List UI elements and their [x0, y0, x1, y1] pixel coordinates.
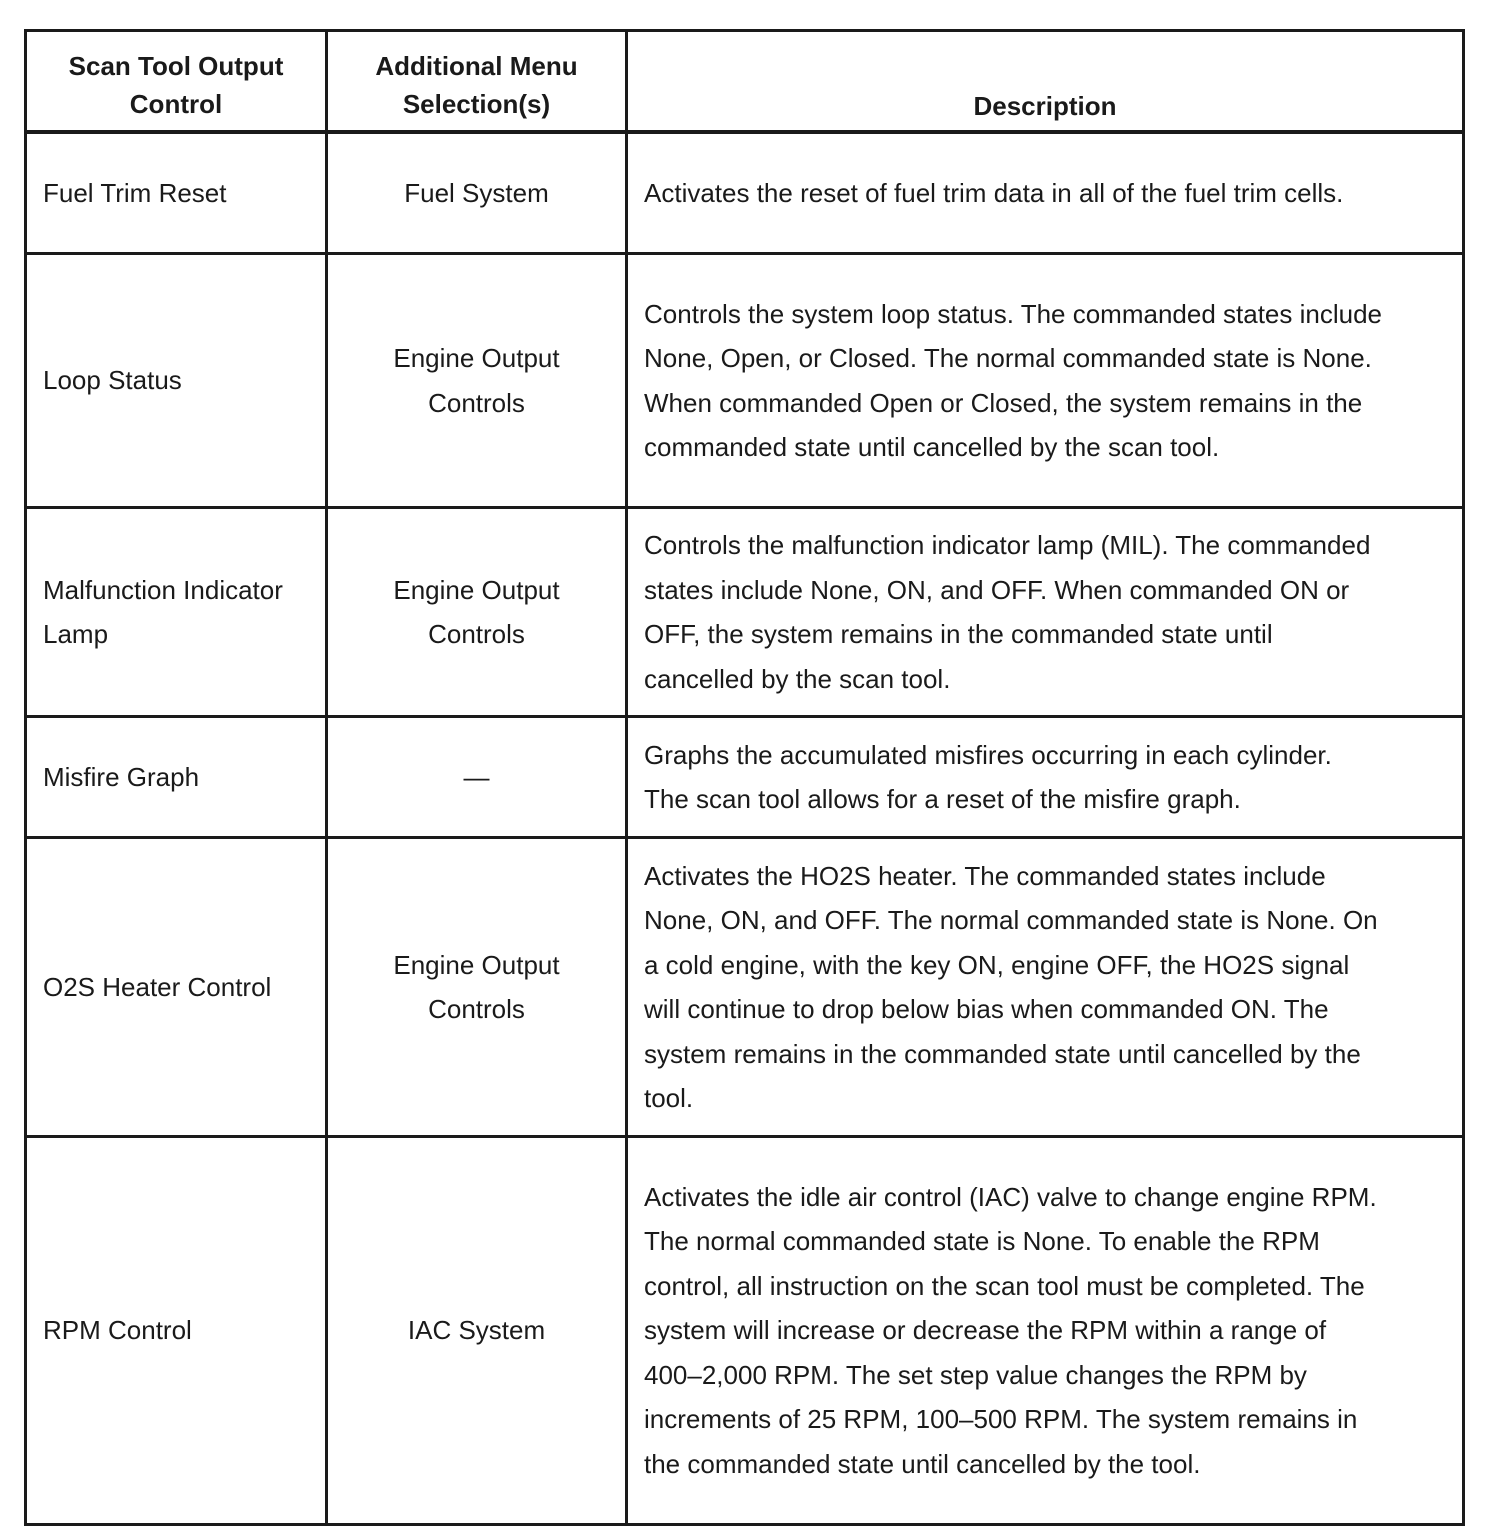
table-row — [26, 1137, 1464, 1525]
cell-control: RPM Control — [26, 1137, 327, 1525]
cell-menu-selection: Fuel System — [327, 132, 627, 254]
cell-description: Controls the system loop status. The commanded states include None, Open, or Closed. The normal commanded state is None. When commanded Open or Closed, the system remains in the commanded state until cancelled by the scan tool. — [627, 254, 1464, 508]
cell-description: Graphs the accumulated misfires occurring in each cylinder. The scan tool allows for a reset of the misfire graph. — [627, 717, 1464, 838]
cell-menu-selection: Engine Output Controls — [327, 838, 627, 1137]
cell-control: Misfire Graph — [26, 717, 327, 838]
header-menu-selection: Additional Menu Selection(s) — [327, 31, 627, 133]
cell-description: Controls the malfunction indicator lamp (MIL). The commanded states include None, ON, and OFF. When commanded ON or OFF, the system remains in the commanded state until cancelled by the scan tool. — [627, 508, 1464, 717]
cell-control: Malfunction Indicator Lamp — [26, 508, 327, 717]
output-controls-table — [24, 29, 1465, 1526]
table-row — [26, 838, 1464, 1137]
header-description: Description — [627, 31, 1464, 133]
cell-description: Activates the HO2S heater. The commanded states include None, ON, and OFF. The normal commanded state is None. On a cold engine, with the key ON, engine OFF, the HO2S signal will continue to drop below bias when commanded ON. The system remains in the commanded state until cancelled by the tool. — [627, 838, 1464, 1137]
cell-control: Fuel Trim Reset — [26, 132, 327, 254]
table-row — [26, 254, 1464, 508]
table-header — [26, 31, 1464, 133]
output-controls-table-container — [24, 29, 1462, 1526]
cell-control: O2S Heater Control — [26, 838, 327, 1137]
header-control: Scan Tool Output Control — [26, 31, 327, 133]
table-row — [26, 132, 1464, 254]
table-body — [26, 132, 1464, 1525]
table-row — [26, 508, 1464, 717]
cell-menu-selection: — — [327, 717, 627, 838]
cell-menu-selection: Engine Output Controls — [327, 254, 627, 508]
cell-description: Activates the idle air control (IAC) valve to change engine RPM. The normal commanded state is None. To enable the RPM control, all instruction on the scan tool must be completed. The system will increase or decrease the RPM within a range of 400–2,000 RPM. The set step value changes the RPM by increments of 25 RPM, 100–500 RPM. The system remains in the commanded state until cancelled by the tool. — [627, 1137, 1464, 1525]
cell-description: Activates the reset of fuel trim data in all of the fuel trim cells. — [627, 132, 1464, 254]
cell-control: Loop Status — [26, 254, 327, 508]
cell-menu-selection: IAC System — [327, 1137, 627, 1525]
header-row — [26, 31, 1464, 133]
cell-menu-selection: Engine Output Controls — [327, 508, 627, 717]
table-row — [26, 717, 1464, 838]
